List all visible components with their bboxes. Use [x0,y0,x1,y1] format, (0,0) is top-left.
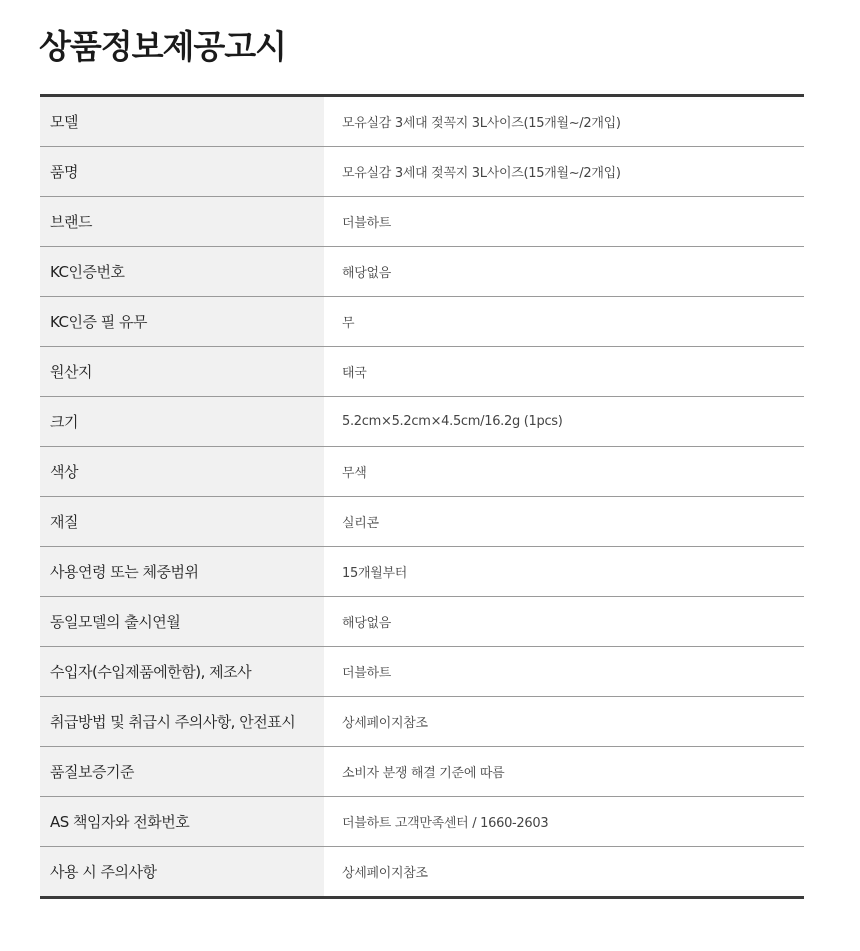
row-label: 품명 [40,147,324,197]
row-value: 더블하트 [324,647,804,697]
product-info-table [40,94,804,899]
row-label: KC인증번호 [40,247,324,297]
row-value: 5.2cm×5.2cm×4.5cm/16.2g (1pcs) [324,397,804,447]
table-row [40,747,804,797]
row-value: 소비자 분쟁 해결 기준에 따름 [324,747,804,797]
table-row [40,247,804,297]
row-label: 사용 시 주의사항 [40,847,324,898]
row-value: 해당없음 [324,247,804,297]
row-value: 무 [324,297,804,347]
row-label: 크기 [40,397,324,447]
table-row [40,847,804,898]
row-label: 수입자(수입제품에한함), 제조사 [40,647,324,697]
table-row [40,397,804,447]
row-value: 더블하트 고객만족센터 / 1660-2603 [324,797,804,847]
table-row [40,347,804,397]
row-label: 취급방법 및 취급시 주의사항, 안전표시 [40,697,324,747]
row-value: 15개월부터 [324,547,804,597]
table-row [40,697,804,747]
row-label: 품질보증기준 [40,747,324,797]
row-label: 브랜드 [40,197,324,247]
table-row [40,147,804,197]
table-row [40,96,804,147]
product-info-table-body [40,96,804,898]
row-value: 더블하트 [324,197,804,247]
table-row [40,597,804,647]
row-label: 원산지 [40,347,324,397]
page-title: 상품정보제공고시 [39,27,287,66]
row-value: 실리콘 [324,497,804,547]
table-row [40,197,804,247]
row-label: 모델 [40,96,324,147]
table-row [40,447,804,497]
row-value: 태국 [324,347,804,397]
row-value: 무색 [324,447,804,497]
table-row [40,647,804,697]
row-value: 상세페이지참조 [324,697,804,747]
row-label: 재질 [40,497,324,547]
table-row [40,547,804,597]
row-value: 상세페이지참조 [342,866,428,881]
table-row [40,497,804,547]
table-row [40,297,804,347]
row-value: 해당없음 [324,597,804,647]
row-value: 모유실감 3세대 젖꼭지 3L사이즈(15개월~/2개입) [324,96,804,147]
row-label: 색상 [40,447,324,497]
table-row [40,797,804,847]
row-label: 사용연령 또는 체중범위 [40,547,324,597]
row-label: 동일모델의 출시연월 [40,597,324,647]
row-label: AS 책임자와 전화번호 [40,797,324,847]
row-value: 모유실감 3세대 젖꼭지 3L사이즈(15개월~/2개입) [324,147,804,197]
row-label: KC인증 필 유무 [40,297,324,347]
